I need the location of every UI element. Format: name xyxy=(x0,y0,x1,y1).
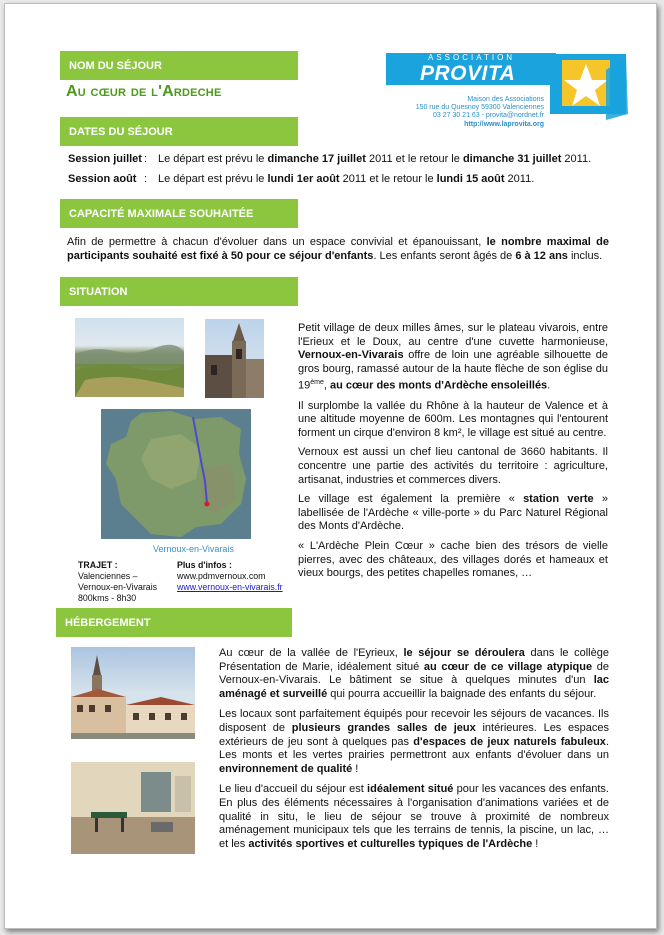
heb-p3-e: ! xyxy=(532,837,539,850)
logo-url: http://www.laprovita.org xyxy=(464,120,544,128)
trajet-line-1: Valenciennes – xyxy=(78,571,138,581)
heb-p2-g: ! xyxy=(352,762,359,775)
situation-p4 xyxy=(298,493,608,534)
document-page xyxy=(4,3,657,929)
retour-middle: et le retour le xyxy=(366,173,437,185)
heb-p1-c: dans le collège Présentation de Marie, idéalement situé xyxy=(219,647,609,673)
situation-p1-d: , xyxy=(323,380,330,393)
trajet-line-2: Vernoux-en-Vivarais xyxy=(78,582,158,592)
heb-p2-c: intérieures. Les espaces extérieurs de jeu sont à quelques pas xyxy=(219,721,609,748)
dates-juillet-label: Session juillet xyxy=(68,153,142,165)
capacite-text xyxy=(67,236,609,263)
situation-p4-b: station verte xyxy=(523,493,594,506)
logo-line-1: Maison des Associations xyxy=(467,96,544,103)
heb-p1-d: au cœur de ce village atypique xyxy=(423,660,593,673)
dates-aout-row xyxy=(68,173,648,187)
juillet-retour-year: 2011. xyxy=(561,153,592,165)
heb-p1-g: qui pourra accueillir la baignade des enfants du séjour. xyxy=(327,687,597,700)
retour-middle: et le retour le xyxy=(392,153,463,165)
situation-p1-f: . xyxy=(547,380,551,393)
college-drawing xyxy=(71,647,195,739)
heb-p2-b: plusieurs grandes salles de jeux xyxy=(291,721,476,734)
church-photo xyxy=(205,319,264,398)
hebergement-p1 xyxy=(219,647,609,701)
section-header-situation: SITUATION xyxy=(60,277,298,306)
trajet-block xyxy=(78,560,173,604)
heb-p2-a: Les locaux sont parfaitement équipés pour recevoir les séjours de vacances. Ils disposent de xyxy=(219,708,609,734)
heb-p2-e: . Les monts et les vertes prairies permettront aux enfants d'évoluer dans un xyxy=(219,735,609,762)
trajet-line-3: 800kms - 8h30 xyxy=(78,593,137,603)
aout-retour: lundi 15 août xyxy=(436,173,505,185)
heb-p3-b: idéalement situé xyxy=(367,783,454,796)
infos-block xyxy=(177,560,307,593)
situation-p5: « L'Ardèche Plein Cœur » cache bien des trésors de vielle pierres, avec des châteaux, des villages dorés et hameaux et vieux bourgs, des petites chapelles romanes, … xyxy=(298,539,608,580)
capacite-b1: le nombre maximal de participants souhaité est fixé à 50 pour ce séjour d'enfants xyxy=(67,236,609,262)
juillet-retour: dimanche 31 juillet xyxy=(462,153,562,165)
landscape-photo xyxy=(75,318,184,397)
capacite-b2: 6 à 12 ans xyxy=(515,249,568,262)
capacite-t1: Afin de permettre à chacun d'évoluer dans un espace convivial et épanouissant, xyxy=(67,236,487,248)
church-drawing xyxy=(205,319,264,398)
landscape-drawing xyxy=(75,318,184,397)
logo-star-icon xyxy=(546,50,630,122)
logo-line-2: 150 rue du Quesnoy 59300 Valenciennes xyxy=(415,104,544,112)
situation-p4-a: Le village est également la première « xyxy=(298,493,524,506)
infos-site-2-link[interactable]: www.vernoux-en-vivarais.fr xyxy=(177,582,283,592)
situation-p1-b: Vernoux-en-Vivarais xyxy=(298,349,404,362)
heb-p3-c: pour les vacances des enfants. En plus des éléments nécessaires à l'organisation d'animations variées et de qualité in situ, le lieu de séjour se trouve à proximité de nombreux aménagement municipaux tels que les terrains de tennis, la piscine, un lac, … et les xyxy=(219,783,609,850)
section-header-hebergement: HÉBERGEMENT xyxy=(56,608,292,637)
situation-text xyxy=(298,322,608,581)
heb-p1-e: de Vernoux-en-Vivarais. Le bâtiment se situe à quelques minutes d'un xyxy=(219,660,610,687)
provita-logo xyxy=(386,50,632,130)
situation-p1-sup: ème xyxy=(310,379,324,387)
depart-prefix: Le départ est prévu le xyxy=(158,153,268,165)
heb-p1-b: le séjour se déroulera xyxy=(403,647,525,659)
situation-p4-c: » labellisée de l'Ardèche « ville-porte » du Parc Naturel Régional des Monts d'Ardèche. xyxy=(298,493,608,533)
playroom-drawing xyxy=(71,762,195,854)
juillet-depart: dimanche 17 juillet xyxy=(267,153,366,165)
infos-label: Plus d'infos : xyxy=(177,560,232,570)
juillet-depart-year: 2011 xyxy=(365,153,393,165)
situation-p1-c: offre de loin une agréable silhouette de gros bourg, ramassé autour de la haute flèche de son église du 19 xyxy=(298,349,608,393)
france-map xyxy=(101,409,251,539)
capacite-t3: inclus. xyxy=(567,249,603,262)
heb-p3-a: Le lieu d'accueil du séjour est xyxy=(219,783,368,796)
hebergement-text xyxy=(219,647,609,851)
colon: : xyxy=(144,173,148,185)
logo-address xyxy=(386,96,544,129)
playroom-photo xyxy=(71,762,195,854)
hebergement-p2 xyxy=(219,708,609,776)
logo-association-text: ASSOCIATION xyxy=(428,53,516,62)
heb-p2-f: environnement de qualité xyxy=(219,762,353,775)
dates-juillet-row xyxy=(68,153,648,167)
capacite-t2: . Les enfants seront âgés de xyxy=(373,249,516,262)
aout-retour-year: 2011. xyxy=(504,173,535,185)
aout-depart: lundi 1er août xyxy=(267,173,340,185)
map-drawing xyxy=(101,409,251,539)
aout-depart-year: 2011 xyxy=(339,173,367,185)
situation-p2: Il surplombe la vallée du Rhône à la hauteur de Valence et à une altitude moyenne de 600m. Les montagnes qui l'entourent forment un cirque d'environ 8 km², le village est situé au centre. xyxy=(298,399,608,439)
sejour-title: Au cœur de l'Ardeche xyxy=(66,83,222,100)
heb-p3-d: activités sportives et culturelles typiques de l'Ardèche xyxy=(248,837,533,850)
dates-aout-label: Session août xyxy=(68,173,137,185)
hebergement-p3 xyxy=(219,783,609,851)
logo-name-text: PROVITA xyxy=(420,62,516,85)
situation-p1-a: Petit village de deux milles âmes, sur le plateau vivarois, entre l'Erieux et le Doux, au centre d'une cuvette harmonieuse, xyxy=(298,322,608,348)
logo-line-3: 03 27 30 21 63 - provita@nordnet.fr xyxy=(432,112,544,120)
heb-p1-f: lac aménagé et surveillé xyxy=(219,674,609,700)
college-photo xyxy=(71,647,195,739)
depart-prefix: Le départ est prévu le xyxy=(158,173,268,185)
situation-p1 xyxy=(298,322,608,394)
colon: : xyxy=(144,153,148,165)
heb-p1-a: Au cœur de la vallée de l'Eyrieux, xyxy=(219,647,404,659)
section-header-capacite: CAPACITÉ MAXIMALE SOUHAITÉE xyxy=(60,199,298,228)
section-header-dates: DATES DU SÉJOUR xyxy=(60,117,298,146)
situation-p1-e: au cœur des monts d'Ardèche ensoleillés xyxy=(330,380,548,393)
map-caption: Vernoux-en-Vivarais xyxy=(153,544,234,554)
situation-p3: Vernoux est aussi un chef lieu cantonal de 3660 habitants. Il concentre une partie des activités du territoire : agriculture, artisanat, industries et commerces divers. xyxy=(298,446,608,486)
trajet-label: TRAJET : xyxy=(78,560,118,570)
heb-p2-d: d'espaces de jeux naturels fabuleux xyxy=(413,735,606,748)
infos-site-1[interactable]: www.pdmvernoux.com xyxy=(177,571,266,581)
section-header-nom: NOM DU SÉJOUR xyxy=(60,51,298,80)
